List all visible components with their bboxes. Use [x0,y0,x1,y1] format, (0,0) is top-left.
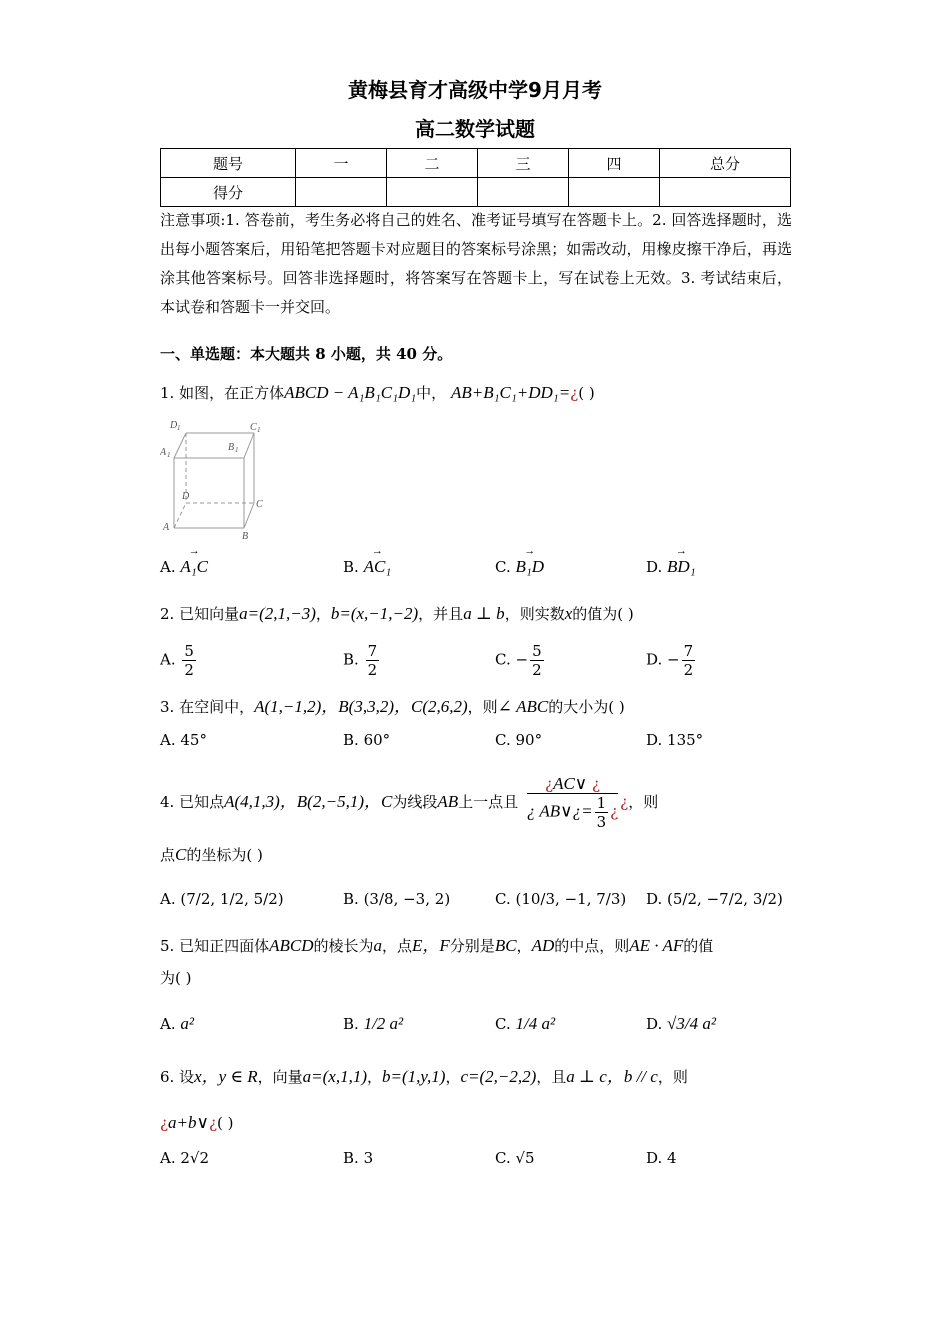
q5-option-c[interactable]: C. 1/4 a² [495,1014,556,1033]
q3-option-b[interactable]: B. 60° [343,731,391,749]
q6-option-a[interactable]: A. 2√2 [160,1149,210,1167]
q1-option-a-value: → A₁C [180,557,208,577]
q2-vector-a: a=(2,1,−3) [239,604,316,623]
table-cell: 四 [569,149,660,178]
question-4-line2: 点C的坐标为( ) [160,845,263,864]
score-input-cell [296,178,387,207]
q1-option-b-value: → AC₁ [364,557,392,577]
score-input-cell [387,178,478,207]
question-5: 5. 已知正四面体ABCD的棱长为a，点E，F分别是BC，AD的中点，则AE · AF的值 [160,936,714,955]
q1-cube-name: ABCD − A₁B₁C₁D₁ [284,383,417,402]
notice-text: 注意事项:1. 答卷前，考生务必将自己的姓名、准考证号填写在答题卡上。2. 回答选择题时，选出每小题答案后，用铅笔把答题卡对应题目的答案标号涂黑；如需改动，用橡皮擦干净后，再选涂其他答案标号。回答非选择题时，将答案写在答题卡上，写在试卷上无效。3. 考试结束后，本试卷和答题卡一并交回。 [160,211,792,316]
exam-subtitle: 高二数学试题 [415,117,535,141]
q5-option-a[interactable]: A. a² [160,1014,194,1033]
q4-points: A(4,1,3)，B(2,−5,1)，C [224,792,393,811]
q4-option-a[interactable]: A. (7/2, 1/2, 5/2) [160,890,284,908]
q3-points: A(1,−1,2)，B(3,3,2)，C(2,6,2) [254,697,468,716]
q3-option-a[interactable]: A. 45° [160,731,207,749]
q1-option-c[interactable]: C. → B₁D [495,557,544,577]
q2-perp: a ⊥ b [463,604,505,623]
q1-expression: AB+B₁C₁+DD₁= [450,383,571,402]
section-heading: 一、单选题：本大题共 8 小题，共 40 分。 [160,345,453,363]
question-4: 4. 已知点A(4,1,3)，B(2,−5,1)，C为线段AB上一点且 ¿AC∨ ¿ ¿ AB∨¿= $\frac{1}{3}$ ¿ ¿，则 [160,774,659,831]
q4-option-c[interactable]: C. (10/3, −1, 7/3) [495,890,627,908]
question-1 [160,382,595,404]
q1-stem-mid: 中， [416,384,447,402]
q1-paren: ( ) [578,384,595,402]
q3-option-d[interactable]: D. 135° [646,731,704,749]
table-row [161,178,791,207]
question-3: 3. 在空间中，A(1,−1,2)，B(3,3,2)，C(2,6,2)，则∠ ABC的大小为( ) [160,697,625,716]
label-c: C [256,499,263,510]
table-cell: 二 [387,149,478,178]
q1-artifact: ¿ [570,384,579,402]
q5-dot-product: AE · AF [629,936,684,955]
label-a1-sub: 1 [167,451,171,459]
q3-option-c[interactable]: C. 90° [495,731,543,749]
label-a1: A [160,447,167,458]
label-d1: D [170,420,178,431]
table-cell: 一 [296,149,387,178]
score-input-cell [478,178,569,207]
question-2: 2. 已知向量a=(2,1,−3)，b=(x,−1,−2)，并且a ⊥ b，则实数x的值为( ) [160,604,634,623]
q2-option-a[interactable]: A. $\frac{5}{2}$ [160,642,194,679]
question-5-line2: 为( ) [160,969,192,987]
table-cell: 三 [478,149,569,178]
label-d1-sub: 1 [177,424,181,432]
q1-option-d[interactable]: D. → BD₁ [646,557,696,577]
q4-option-d[interactable]: D. (5/2, −7/2, 3/2) [646,890,783,908]
q2-vector-b: b=(x,−1,−2) [330,604,419,623]
label-b1-sub: 1 [235,446,239,454]
q3-angle: ∠ ABC [497,697,549,716]
label-b1: B [228,442,235,453]
q5-option-b[interactable]: B. 1/2 a² [343,1014,404,1033]
q1-option-b[interactable]: B. → AC₁ [343,557,391,577]
score-table [160,148,791,207]
table-cell: 得分 [161,178,296,207]
label-c1: C [250,422,257,433]
label-a: A [163,522,170,533]
q4-option-b[interactable]: B. (3/8, −3, 2) [343,890,451,908]
q1-option-a[interactable]: A. → A₁C [160,557,208,577]
q6-option-b[interactable]: B. 3 [343,1149,374,1167]
q2-option-d[interactable]: D. − $\frac{7}{2}$ [646,642,694,679]
question-6: 6. 设x，y ∈ R，向量a=(x,1,1)，b=(1,y,1)，c=(2,−2,2)，且a ⊥ c，b // c，则 [160,1067,688,1086]
score-input-cell [660,178,791,207]
table-cell: 题号 [161,149,296,178]
label-c1-sub: 1 [257,426,261,434]
q2-option-c[interactable]: C. − $\frac{5}{2}$ [495,642,542,679]
label-b: B [242,531,249,542]
cube-figure [160,418,270,543]
exam-title: 黄梅县育才高级中学9月月考 [348,78,602,102]
table-row [161,149,791,178]
q1-option-c-value: → B₁D [516,557,545,577]
score-input-cell [569,178,660,207]
q6-option-c[interactable]: C. √5 [495,1149,535,1167]
label-d: D [182,491,190,502]
q6-option-d[interactable]: D. 4 [646,1149,677,1167]
q1-option-d-value: → BD₁ [667,557,696,577]
table-cell: 总分 [660,149,791,178]
q5-option-d[interactable]: D. √3/4 a² [646,1014,716,1033]
q2-option-b[interactable]: B. $\frac{7}{2}$ [343,642,378,679]
question-6-line2: ¿a+b∨¿( ) [160,1113,234,1132]
q1-stem: 1. 如图，在正方体 [160,384,285,402]
